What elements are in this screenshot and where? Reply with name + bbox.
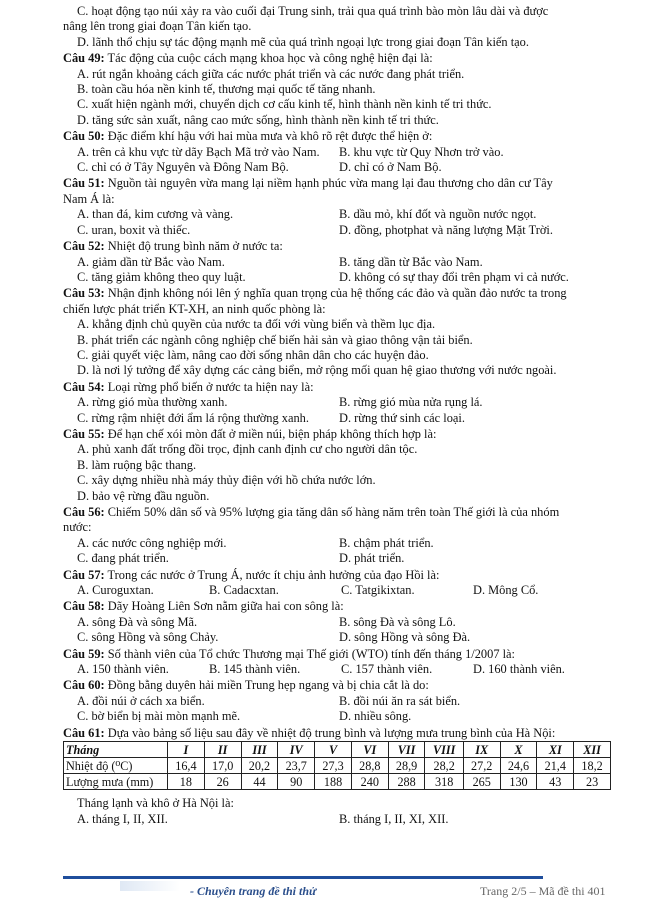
options-row [63,709,608,724]
option-a: A. 150 thành viên. [77,662,169,677]
question-stem: Nguồn tài nguyên vừa mang lại niềm hạnh phúc vừa mang lại đau thương cho dân cư Tây [104,176,553,191]
question-50 [63,129,608,144]
month-header-cell: V [315,742,352,758]
options-row [63,583,608,598]
option-a: A. phủ xanh đất trống đồi trọc, định canh định cư cho người dân tộc. [77,442,418,457]
rainfall-cell: 265 [463,774,500,790]
option-b: B. toàn cầu hóa nền kinh tế, thương mại quốc tế tăng nhanh. [77,82,376,97]
question-number: Câu 60: [63,678,105,693]
question-stem-cont: Nam Á là: [63,191,115,206]
options-row [63,630,608,645]
rainfall-cell: 240 [351,774,388,790]
month-header-cell: X [500,742,537,758]
rainfall-cell: 188 [315,774,352,790]
followup-question: Tháng lạnh và khô ở Hà Nội là: [77,796,234,811]
question-49 [63,51,608,66]
question-stem: Đồng bằng duyên hải miền Trung hẹp ngang và bị chia cắt là do: [104,678,429,693]
question-number: Câu 55: [63,426,105,441]
option-d: D. Mông Cổ. [473,583,539,598]
options-row [63,411,608,426]
question-54 [63,380,608,395]
temperature-cell: 28,2 [425,758,463,774]
question-stem: Số thành viên của Tổ chức Thương mại Thế giới (WTO) tính đến tháng 1/2007 là: [104,646,515,661]
option-b: B. làm ruộng bậc thang. [77,457,197,472]
option-c: C. xuất hiện ngành mới, chuyển dịch cơ cấu kinh tế, hình thành nền kinh tế tri thức. [77,97,492,112]
month-header-cell: II [204,742,241,758]
question-stem: Đặc điểm khí hậu với hai mùa mưa và khô rõ rệt được thể hiện ở: [104,129,433,144]
question-51 [63,176,608,191]
option-d: D. lãnh thổ chịu sự tác động mạnh mẽ của quá trình ngoại lực trong giai đoạn Tân kiến tạo. [77,34,529,49]
question-number: Câu 57: [63,567,105,582]
climate-table [63,741,611,790]
question-number: Câu 56: [63,505,105,519]
month-header-cell: I [168,742,205,758]
option-c-line1: C. hoạt động tạo núi xảy ra vào cuối đại Trung sinh, trải qua quá trình bào mòn lâu dài và được [77,4,549,18]
option-b: B. Cadacxtan. [209,583,279,598]
question-number: Câu 59: [63,646,105,661]
question-number: Câu 58: [63,599,105,614]
options-row [63,694,608,709]
question-stem: Tác động của cuộc cách mạng khoa học và công nghệ hiện đại là: [104,51,433,66]
option-b: B. phát triển các ngành công nghiệp chế biến hải sản và giao thông vận tải biển. [77,332,473,347]
options-row [63,615,608,630]
option-c: C. bờ biển bị mài mòn mạnh mẽ. [77,709,241,724]
temperature-cell: 21,4 [537,758,574,774]
month-header-cell: VII [388,742,425,758]
options-row [63,255,608,270]
page-footer [0,876,650,906]
option-a: A. rừng gió mùa thường xanh. [77,395,228,410]
rainfall-cell: 288 [388,774,425,790]
question-number: Câu 53: [63,286,105,301]
option-a: A. rút ngắn khoảng cách giữa các nước phát triển và các nước đang phát triển. [77,66,465,81]
footer-logo-mark [120,881,180,891]
options-row [63,223,608,238]
rainfall-cell: 26 [204,774,241,790]
question-58 [63,599,608,614]
question-stem: Dựa vào bảng số liệu sau đây về nhiệt độ trung bình và lượng mưa trung bình của Hà Nội: [104,725,556,740]
option-a: A. giảm dần từ Bắc vào Nam. [77,254,225,269]
question-59 [63,647,608,662]
exam-page [63,4,608,827]
question-53 [63,286,608,301]
option-d: D. nhiều sông. [339,709,412,724]
option-c: C. 157 thành viên. [341,662,433,677]
question-number: Câu 51: [63,176,105,191]
question-stem: Để hạn chế xói mòn đất ở miền núi, biện pháp không thích hợp là: [104,426,437,441]
question-stem: Loại rừng phổ biến ở nước ta hiện nay là: [104,379,314,394]
option-d: D. rừng thứ sinh các loại. [339,410,465,425]
question-61 [63,726,608,741]
rainfall-cell: 23 [574,774,611,790]
option-b: B. đồi núi ăn ra sát biển. [339,693,461,708]
option-b: B. 145 thành viên. [209,662,301,677]
rainfall-cell: 130 [500,774,537,790]
temperature-cell: 28,9 [388,758,425,774]
month-header-cell: VI [351,742,388,758]
table-row-rainfall [64,774,611,790]
question-number: Câu 52: [63,239,105,254]
rainfall-cell: 90 [278,774,315,790]
options-row [63,662,608,677]
question-57 [63,568,608,583]
option-a: A. các nước công nghiệp mới. [77,535,227,550]
option-c: C. uran, boxit và thiếc. [77,222,191,237]
question-number: Câu 49: [63,51,105,66]
options-row [63,207,608,222]
options-row [63,145,608,160]
option-a: A. Curoguxtan. [77,583,154,598]
option-b: B. dầu mỏ, khí đốt và nguồn nước ngọt. [339,207,537,222]
option-c: C. xây dựng nhiều nhà máy thủy điện với hồ chứa nước lớn. [77,473,376,488]
option-c: C. giải quyết việc làm, nâng cao đời sống nhân dân cho các huyện đảo. [77,347,429,362]
question-60 [63,678,608,693]
temperature-cell: 20,2 [241,758,278,774]
options-row [63,551,608,566]
option-c: C. chỉ có ở Tây Nguyên và Đông Nam Bộ. [77,160,289,175]
option-c: C. đang phát triển. [77,551,169,566]
option-d: D. 160 thành viên. [473,662,565,677]
temperature-cell: 28,8 [351,758,388,774]
rainfall-cell: 18 [168,774,205,790]
temperature-label: Nhiệt độ (⁰C) [64,758,168,774]
option-c: C. Tatgikixtan. [341,583,415,598]
footer-brand: - Chuyên trang đề thi thử [190,884,317,898]
temperature-cell: 27,2 [463,758,500,774]
option-d: D. phát triển. [339,551,405,566]
option-d: D. bảo vệ rừng đầu nguồn. [77,488,210,503]
question-stem: Chiếm 50% dân số và 95% lượng gia tăng dân số hàng năm trên toàn Thế giới là của nhóm [104,505,560,519]
option-b: B. tăng dần từ Bắc vào Nam. [339,254,483,269]
question-number: Câu 61: [63,725,105,740]
option-a: A. than đá, kim cương và vàng. [77,207,234,222]
option-a: A. tháng I, II, XII. [77,811,168,826]
question-56 [63,505,608,520]
option-a: A. sông Đà và sông Mã. [77,614,198,629]
option-b: B. rừng gió mùa nửa rụng lá. [339,395,483,410]
month-header-cell: III [241,742,278,758]
option-d: D. sông Hồng và sông Đà. [339,630,471,645]
question-stem: Trong các nước ở Trung Á, nước ít chịu ảnh hưởng của đạo Hồi là: [104,567,440,582]
rainfall-cell: 318 [425,774,463,790]
table-row-temperature [64,758,611,774]
options-row [63,395,608,410]
month-header-cell: XII [574,742,611,758]
temperature-cell: 16,4 [168,758,205,774]
option-c: C. rừng rậm nhiệt đới ẩm lá rộng thường xanh. [77,410,309,425]
option-c: C. sông Hồng và sông Chảy. [77,630,219,645]
table-header-label: Tháng [64,742,168,758]
options-row [63,160,608,175]
option-b: B. sông Đà và sông Lô. [339,614,456,629]
option-a: A. khẳng định chủ quyền của nước ta đối với vùng biển và thềm lục địa. [77,317,436,332]
question-number: Câu 54: [63,379,105,394]
question-number: Câu 50: [63,129,105,144]
temperature-cell: 23,7 [278,758,315,774]
month-header-cell: VIII [425,742,463,758]
option-c: C. tăng giảm không theo quy luật. [77,269,246,284]
option-b: B. chậm phát triển. [339,535,434,550]
option-a: A. đồi núi ở cách xa biển. [77,693,205,708]
question-stem-cont: chiến lược phát triển KT-XH, an ninh quốc phòng là: [63,301,326,316]
temperature-cell: 24,6 [500,758,537,774]
option-a: A. trên cả khu vực từ dãy Bạch Mã trở vào Nam. [77,144,320,159]
temperature-cell: 17,0 [204,758,241,774]
question-stem: Nhiệt độ trung bình năm ở nước ta: [104,239,283,254]
rainfall-label: Lượng mưa (mm) [64,774,168,790]
options-row [63,270,608,285]
question-stem: Nhận định không nói lên ý nghĩa quan trọng của hệ thống các đảo và quần đảo nước ta trong [104,286,567,301]
rainfall-cell: 43 [537,774,574,790]
month-header-cell: IX [463,742,500,758]
rainfall-cell: 44 [241,774,278,790]
option-d: D. là nơi lý tưởng để xây dựng các cảng biển, mở rộng mối quan hệ giao thương với nước ngoài. [77,363,557,378]
temperature-cell: 18,2 [574,758,611,774]
options-row [63,812,608,827]
temperature-cell: 27,3 [315,758,352,774]
question-52 [63,239,608,254]
option-d: D. chỉ có ở Nam Bộ. [339,160,442,175]
page-number: Trang 2/5 – Mã đề thi 401 [480,884,606,898]
option-d: D. không có sự thay đổi trên phạm vi cả nước. [339,269,569,284]
question-stem-cont: nước: [63,520,92,535]
month-header-cell: IV [278,742,315,758]
option-c-line2: nâng lên trong giai đoạn Tân kiến tạo. [63,19,252,34]
option-b: B. tháng I, II, XI, XII. [339,811,449,826]
month-header-cell: XI [537,742,574,758]
options-row [63,536,608,551]
question-stem: Dãy Hoàng Liên Sơn nằm giữa hai con sông là: [104,599,344,614]
footer-rule [63,876,543,879]
question-55 [63,427,608,442]
table-header-row [64,742,611,758]
option-d: D. đồng, photphat và năng lượng Mặt Trời. [339,222,553,237]
option-d: D. tăng sức sản xuất, nâng cao mức sống, hình thành nền kinh tế tri thức. [77,112,439,127]
option-b: B. khu vực từ Quy Nhơn trở vào. [339,144,504,159]
